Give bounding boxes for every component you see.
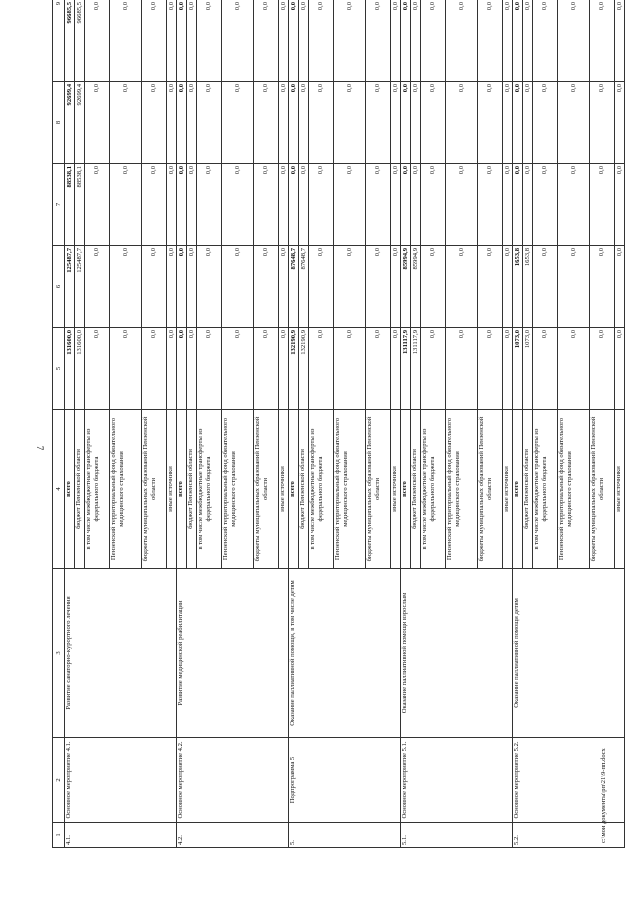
value-cell: 0,0 [523, 0, 533, 82]
value-cell: 0,0 [478, 328, 503, 410]
value-cell: 0,0 [187, 328, 197, 410]
value-cell: 0,0 [289, 82, 299, 164]
funding-source-label: в том числе межбюджетные трансферты из федерального бюджета [85, 410, 110, 569]
header-row [53, 0, 65, 848]
funding-source-label: иные источники [167, 410, 177, 569]
value-cell: 0,0 [421, 82, 446, 164]
value-cell: 0,0 [401, 164, 411, 246]
funding-source-label: Пензенский территориальный фонд обязательного медицинского страхования [334, 410, 366, 569]
value-cell: 0,0 [334, 328, 366, 410]
value-cell: 0,0 [478, 164, 503, 246]
header-cell: 7 [53, 164, 65, 246]
value-cell: 0,0 [222, 246, 254, 328]
funding-source-label: бюджет Пензенской области [411, 410, 421, 569]
table-row [177, 0, 187, 848]
value-cell: 0,0 [187, 246, 197, 328]
value-cell: 0,0 [391, 246, 401, 328]
funding-source-label: в том числе межбюджетные трансферты из федерального бюджета [197, 410, 222, 569]
value-cell: 0,0 [523, 164, 533, 246]
value-cell: 0,0 [254, 164, 279, 246]
value-cell: 132190,9 [289, 328, 299, 410]
value-cell: 88538,1 [65, 164, 75, 246]
value-cell: 1653,8 [513, 246, 523, 328]
value-cell: 96685,5 [75, 0, 85, 82]
value-cell: 0,0 [334, 0, 366, 82]
value-cell: 0,0 [446, 328, 478, 410]
value-cell: 0,0 [177, 328, 187, 410]
value-cell: 1073,0 [523, 328, 533, 410]
row-name: Развитие санаторно-курортного лечения [65, 569, 177, 738]
row-category: Основное мероприятие 5.1. [401, 738, 513, 823]
value-cell: 0,0 [615, 0, 625, 82]
value-cell: 0,0 [533, 328, 558, 410]
table-row [401, 0, 411, 848]
value-cell: 0,0 [299, 164, 309, 246]
funding-source-label: иные источники [391, 410, 401, 569]
value-cell: 0,0 [446, 82, 478, 164]
value-cell: 0,0 [558, 82, 590, 164]
header-cell: 6 [53, 246, 65, 328]
value-cell: 0,0 [401, 0, 411, 82]
value-cell: 0,0 [334, 246, 366, 328]
value-cell: 0,0 [142, 0, 167, 82]
value-cell: 87648,7 [299, 246, 309, 328]
header-cell: 1 [53, 823, 65, 848]
value-cell: 131600,0 [75, 328, 85, 410]
value-cell: 0,0 [558, 0, 590, 82]
row-category: Подпрограмма 5 [289, 738, 401, 823]
value-cell: 0,0 [187, 164, 197, 246]
value-cell: 0,0 [590, 328, 615, 410]
funding-source-label: иные источники [615, 410, 625, 569]
funding-source-label: всего [289, 410, 299, 569]
value-cell: 0,0 [615, 246, 625, 328]
value-cell: 0,0 [279, 164, 289, 246]
value-cell: 0,0 [279, 246, 289, 328]
value-cell: 0,0 [309, 82, 334, 164]
value-cell: 0,0 [85, 328, 110, 410]
row-name: Развитие медицинской реабилитации [177, 569, 289, 738]
value-cell: 0,0 [299, 82, 309, 164]
value-cell: 0,0 [309, 328, 334, 410]
value-cell: 0,0 [478, 0, 503, 82]
header-cell: 3 [53, 569, 65, 738]
value-cell: 0,0 [558, 328, 590, 410]
funding-source-label: Пензенский территориальный фонд обязательного медицинского страхования [558, 410, 590, 569]
value-cell: 96685,5 [65, 0, 75, 82]
value-cell: 0,0 [254, 0, 279, 82]
funding-source-label: Пензенский территориальный фонд обязательного медицинского страхования [110, 410, 142, 569]
value-cell: 0,0 [411, 164, 421, 246]
value-cell: 0,0 [289, 164, 299, 246]
value-cell: 0,0 [558, 164, 590, 246]
row-number: 5.1. [401, 823, 513, 848]
value-cell: 0,0 [85, 246, 110, 328]
funding-source-label: в том числе межбюджетные трансферты из федерального бюджета [533, 410, 558, 569]
value-cell: 0,0 [187, 82, 197, 164]
value-cell: 0,0 [167, 82, 177, 164]
value-cell: 125487,7 [65, 246, 75, 328]
header-cell: 9 [53, 0, 65, 82]
value-cell: 0,0 [309, 246, 334, 328]
value-cell: 0,0 [222, 0, 254, 82]
value-cell: 0,0 [197, 0, 222, 82]
funding-source-label: иные источники [279, 410, 289, 569]
value-cell: 0,0 [523, 82, 533, 164]
value-cell: 131117,9 [411, 328, 421, 410]
funding-source-label: бюджет Пензенской области [523, 410, 533, 569]
value-cell: 0,0 [279, 328, 289, 410]
value-cell: 0,0 [590, 82, 615, 164]
value-cell: 0,0 [110, 328, 142, 410]
value-cell: 0,0 [167, 0, 177, 82]
value-cell: 0,0 [411, 82, 421, 164]
value-cell: 132190,9 [299, 328, 309, 410]
value-cell: 0,0 [222, 82, 254, 164]
value-cell: 0,0 [478, 246, 503, 328]
table-row [513, 0, 523, 848]
header-cell: 5 [53, 328, 65, 410]
value-cell: 0,0 [222, 328, 254, 410]
row-category: Основное мероприятие 4.2. [177, 738, 289, 823]
table-row [65, 0, 75, 848]
value-cell: 0,0 [177, 0, 187, 82]
value-cell: 0,0 [446, 246, 478, 328]
value-cell: 0,0 [299, 0, 309, 82]
value-cell: 0,0 [421, 164, 446, 246]
value-cell: 88538,1 [75, 164, 85, 246]
value-cell: 0,0 [533, 246, 558, 328]
value-cell: 0,0 [421, 0, 446, 82]
funding-source-label: всего [65, 410, 75, 569]
value-cell: 85994,9 [401, 246, 411, 328]
value-cell: 0,0 [177, 246, 187, 328]
funding-source-label: бюджеты муниципальных образований Пензенской области [478, 410, 503, 569]
value-cell: 92699,4 [65, 82, 75, 164]
value-cell: 0,0 [197, 164, 222, 246]
value-cell: 0,0 [279, 0, 289, 82]
row-number: 4.2. [177, 823, 289, 848]
value-cell: 131117,9 [401, 328, 411, 410]
value-cell: 0,0 [142, 246, 167, 328]
funding-table [52, 0, 625, 848]
value-cell: 0,0 [615, 82, 625, 164]
table-row [289, 0, 299, 848]
value-cell: 0,0 [503, 246, 513, 328]
value-cell: 0,0 [309, 0, 334, 82]
value-cell: 0,0 [187, 0, 197, 82]
value-cell: 1073,0 [513, 328, 523, 410]
row-name: Оказание паллиативной помощи взрослым [401, 569, 513, 738]
value-cell: 0,0 [309, 164, 334, 246]
funding-source-label: бюджет Пензенской области [75, 410, 85, 569]
value-cell: 0,0 [533, 0, 558, 82]
value-cell: 0,0 [254, 328, 279, 410]
row-category: Основное мероприятие 4.1. [65, 738, 177, 823]
value-cell: 0,0 [177, 82, 187, 164]
value-cell: 85994,9 [411, 246, 421, 328]
value-cell: 0,0 [110, 164, 142, 246]
value-cell: 0,0 [513, 82, 523, 164]
value-cell: 0,0 [590, 164, 615, 246]
funding-source-label: в том числе межбюджетные трансферты из федерального бюджета [421, 410, 446, 569]
row-number: 5.2. [513, 823, 625, 848]
funding-source-label: Пензенский территориальный фонд обязательного медицинского страхования [222, 410, 254, 569]
row-number: 4.1. [65, 823, 177, 848]
value-cell: 0,0 [503, 164, 513, 246]
row-name: Оказание паллиативной помощи детям [513, 569, 625, 738]
value-cell: 0,0 [334, 82, 366, 164]
page-number: 7 [35, 445, 45, 451]
value-cell: 92699,4 [75, 82, 85, 164]
value-cell: 0,0 [197, 82, 222, 164]
value-cell: 131600,0 [65, 328, 75, 410]
value-cell: 0,0 [279, 82, 289, 164]
value-cell: 0,0 [254, 246, 279, 328]
value-cell: 0,0 [197, 328, 222, 410]
value-cell: 0,0 [110, 0, 142, 82]
header-cell: 4 [53, 410, 65, 569]
value-cell: 0,0 [167, 164, 177, 246]
value-cell: 0,0 [513, 164, 523, 246]
funding-source-label: бюджеты муниципальных образований Пензенской области [142, 410, 167, 569]
value-cell: 0,0 [366, 328, 391, 410]
value-cell: 0,0 [446, 0, 478, 82]
value-cell: 125487,7 [75, 246, 85, 328]
value-cell: 0,0 [391, 0, 401, 82]
funding-source-label: всего [177, 410, 187, 569]
funding-source-label: в том числе межбюджетные трансферты из федерального бюджета [309, 410, 334, 569]
value-cell: 0,0 [533, 82, 558, 164]
value-cell: 0,0 [391, 328, 401, 410]
funding-source-label: бюджет Пензенской области [187, 410, 197, 569]
value-cell: 0,0 [142, 328, 167, 410]
value-cell: 0,0 [558, 246, 590, 328]
value-cell: 0,0 [85, 164, 110, 246]
value-cell: 0,0 [503, 82, 513, 164]
value-cell: 0,0 [142, 164, 167, 246]
value-cell: 1653,8 [523, 246, 533, 328]
value-cell: 0,0 [366, 164, 391, 246]
value-cell: 0,0 [401, 82, 411, 164]
value-cell: 0,0 [85, 0, 110, 82]
footer-file-path: c:\мои документы\рп\21\9-пп.docx [600, 748, 607, 843]
value-cell: 0,0 [366, 246, 391, 328]
value-cell: 0,0 [197, 246, 222, 328]
value-cell: 0,0 [421, 246, 446, 328]
funding-table-body [53, 0, 625, 848]
value-cell: 0,0 [366, 0, 391, 82]
value-cell: 0,0 [177, 164, 187, 246]
funding-source-label: бюджеты муниципальных образований Пензенской области [254, 410, 279, 569]
funding-source-label: Пензенский территориальный фонд обязательного медицинского страхования [446, 410, 478, 569]
row-category: Основное мероприятие 5.2. [513, 738, 625, 823]
header-cell: 8 [53, 82, 65, 164]
value-cell: 0,0 [513, 0, 523, 82]
value-cell: 0,0 [167, 328, 177, 410]
value-cell: 0,0 [411, 0, 421, 82]
value-cell: 0,0 [391, 164, 401, 246]
header-cell: 2 [53, 738, 65, 823]
value-cell: 0,0 [110, 246, 142, 328]
value-cell: 0,0 [222, 164, 254, 246]
funding-source-label: всего [513, 410, 523, 569]
value-cell: 0,0 [85, 82, 110, 164]
value-cell: 0,0 [421, 328, 446, 410]
value-cell: 0,0 [478, 82, 503, 164]
value-cell: 0,0 [142, 82, 167, 164]
value-cell: 0,0 [503, 0, 513, 82]
funding-source-label: бюджет Пензенской области [299, 410, 309, 569]
row-name: Оказание паллиативной помощи, в том числе детям [289, 569, 401, 738]
funding-source-label: иные источники [503, 410, 513, 569]
value-cell: 0,0 [167, 246, 177, 328]
funding-source-label: бюджеты муниципальных образований Пензенской области [590, 410, 615, 569]
value-cell: 0,0 [615, 328, 625, 410]
value-cell: 0,0 [615, 164, 625, 246]
value-cell: 0,0 [334, 164, 366, 246]
value-cell: 0,0 [110, 82, 142, 164]
value-cell: 0,0 [446, 164, 478, 246]
row-number: 5. [289, 823, 401, 848]
value-cell: 0,0 [590, 246, 615, 328]
funding-source-label: бюджеты муниципальных образований Пензенской области [366, 410, 391, 569]
value-cell: 0,0 [533, 164, 558, 246]
value-cell: 0,0 [366, 82, 391, 164]
funding-source-label: всего [401, 410, 411, 569]
value-cell: 0,0 [254, 82, 279, 164]
value-cell: 87648,7 [289, 246, 299, 328]
value-cell: 0,0 [590, 0, 615, 82]
value-cell: 0,0 [503, 328, 513, 410]
value-cell: 0,0 [289, 0, 299, 82]
value-cell: 0,0 [391, 82, 401, 164]
